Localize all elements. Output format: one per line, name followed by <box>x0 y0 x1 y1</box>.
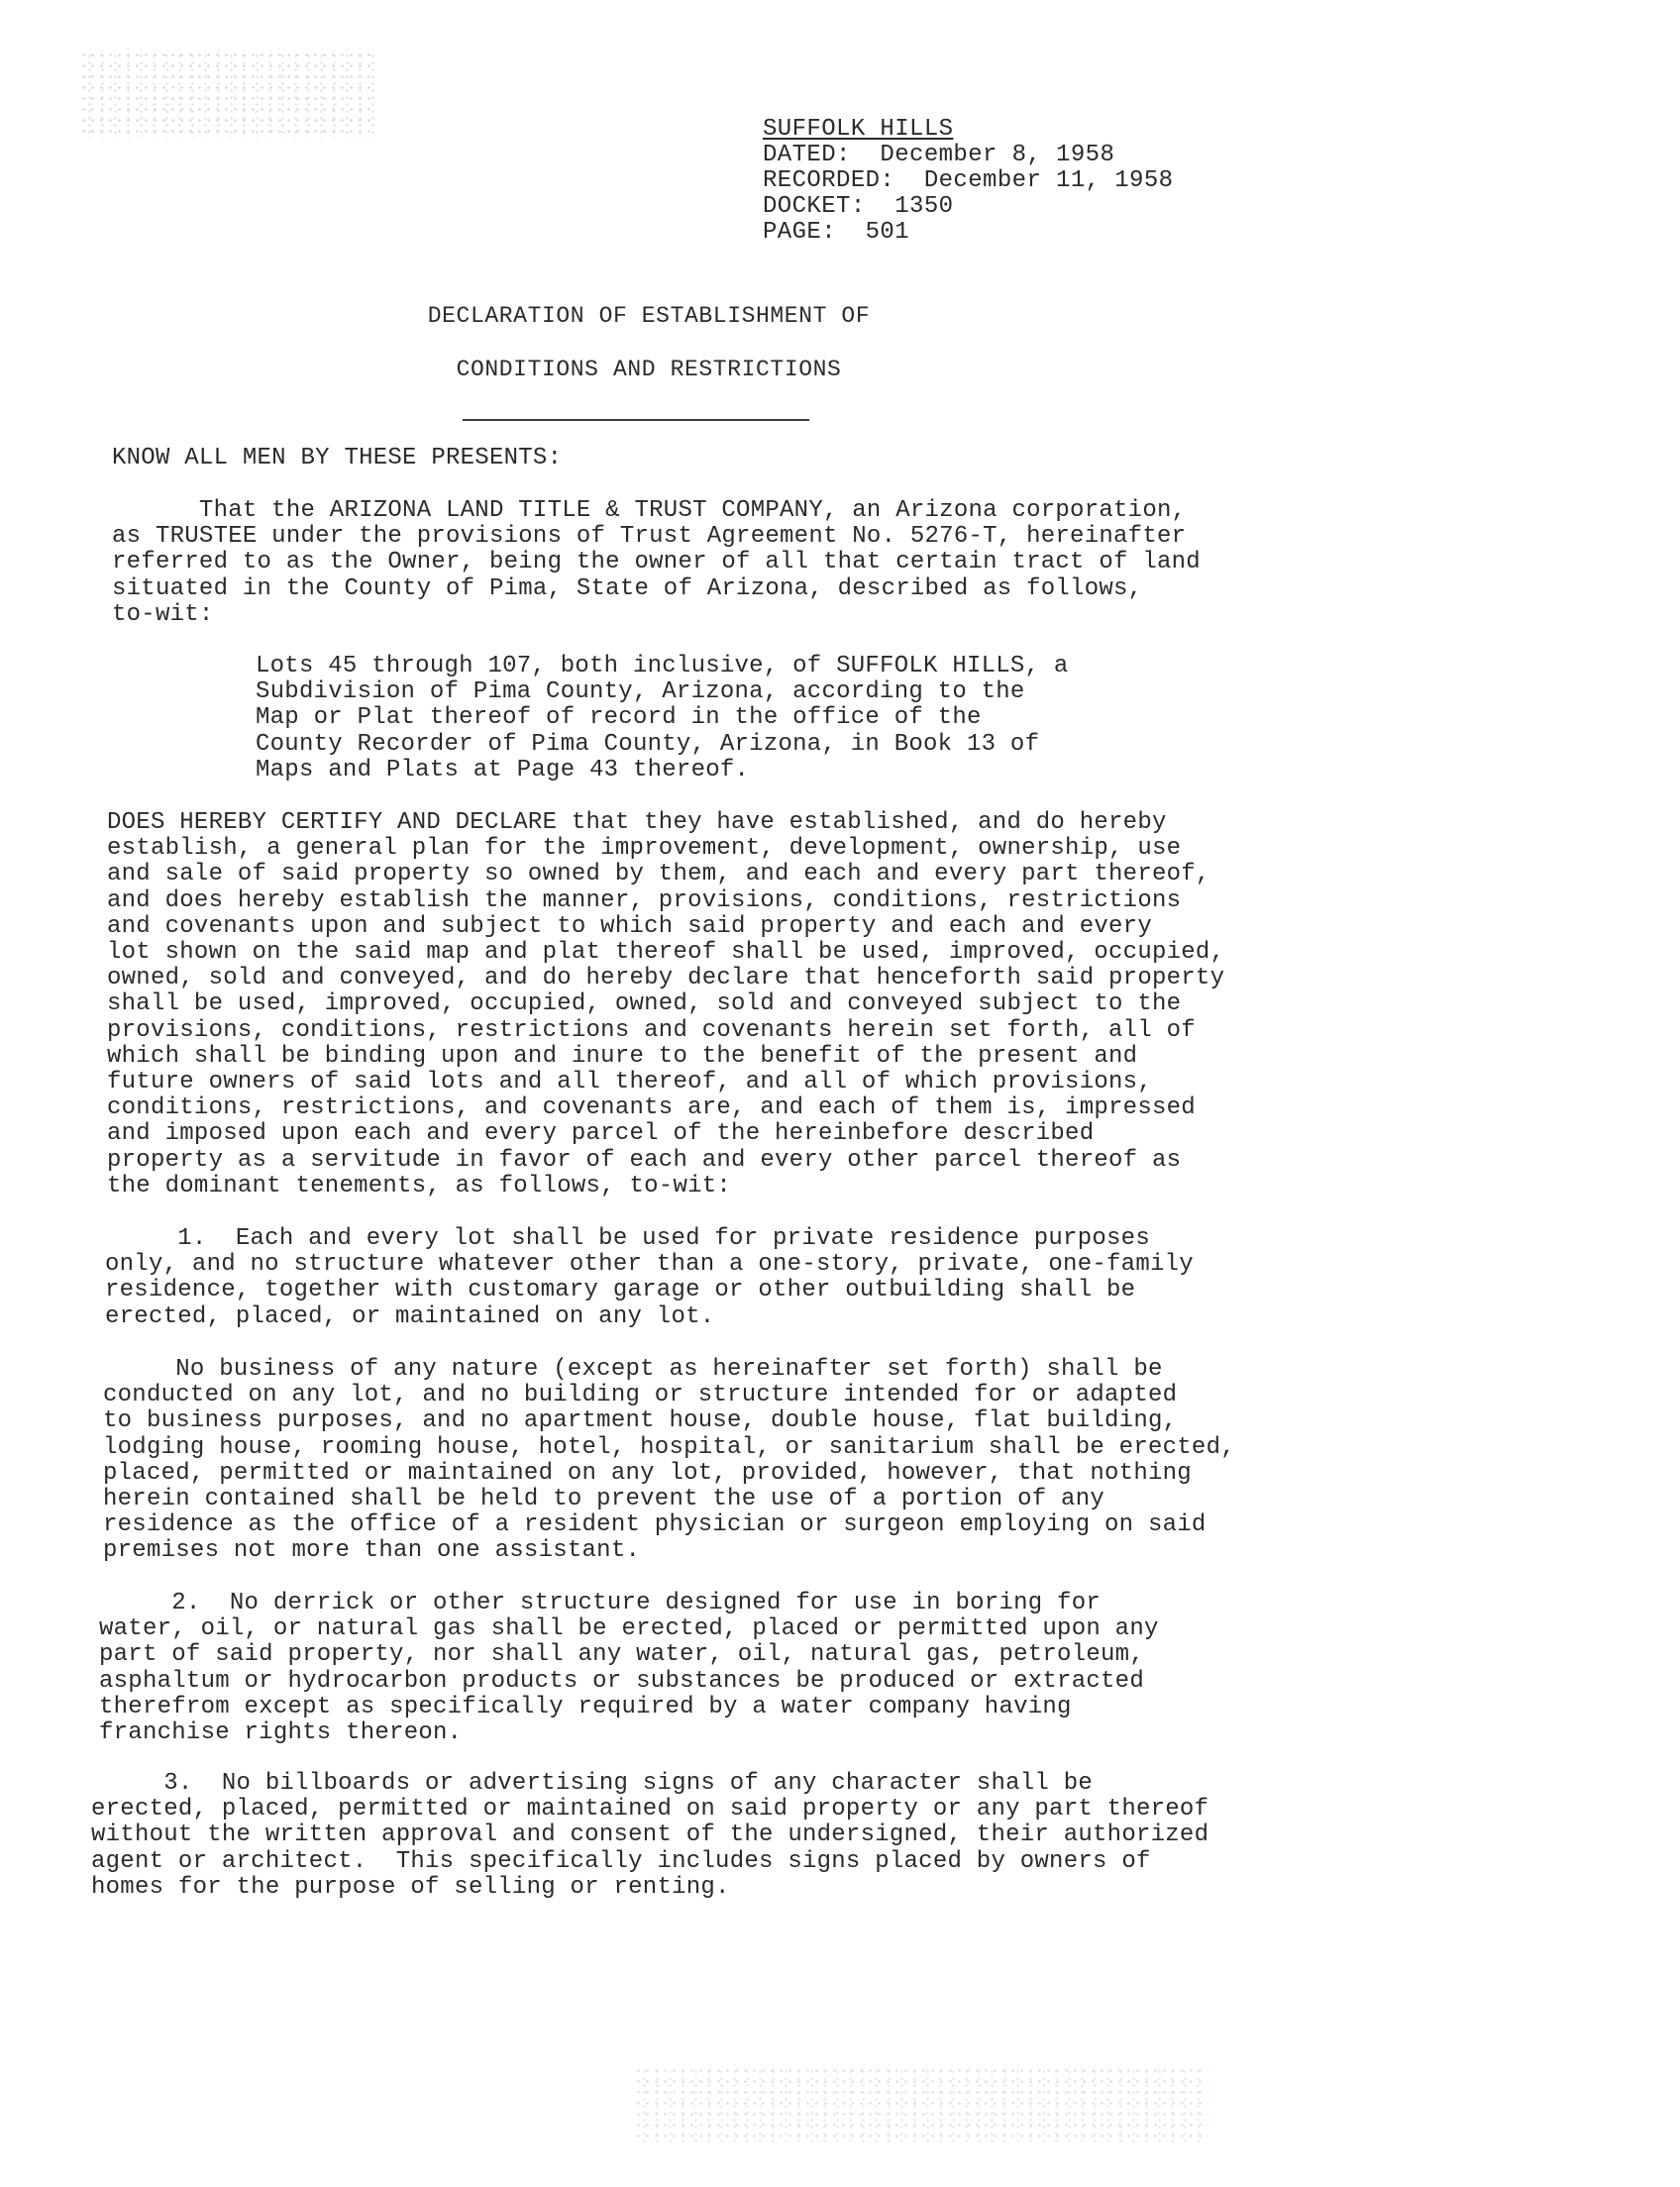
text-line: conditions, restrictions, and covenants are, and each of them is, impressed <box>107 1094 1196 1122</box>
text-line: No business of any nature (except as hereinafter set forth) shall be <box>103 1356 1163 1383</box>
salutation <box>112 446 562 471</box>
business-restriction-paragraph <box>103 1357 1235 1565</box>
scan-speck-top-left <box>79 50 376 139</box>
text-line: herein contained shall be held to prevent the use of a portion of any <box>103 1486 1105 1513</box>
text-line: provisions, conditions, restrictions and covenants herein set forth, all of <box>107 1016 1196 1044</box>
text-line: 2. No derrick or other structure designed for use in boring for <box>99 1590 1102 1616</box>
text-line: residence as the office of a resident physician or surgeon employing on said <box>103 1511 1207 1539</box>
text-line: and sale of said property so owned by them, and each and every part thereof, <box>107 861 1210 888</box>
text-line: and imposed upon each and every parcel of the hereinbefore described <box>107 1120 1095 1148</box>
text-line: erected, placed, or maintained on any lot. <box>105 1302 715 1330</box>
text-line: to-wit: <box>112 600 214 628</box>
text-line: DOES HEREBY CERTIFY AND DECLARE that they have established, and do hereby <box>107 809 1167 836</box>
text-line: franchise rights thereon. <box>99 1719 463 1747</box>
text-line: Subdivision of Pima County, Arizona, according to the <box>256 678 1025 706</box>
restriction-item-2 <box>99 1591 1159 1746</box>
text-line: premises not more than one assistant. <box>103 1537 641 1565</box>
header-recorded: RECORDED: December 11, 1958 <box>763 167 1174 194</box>
text-line: and does hereby establish the manner, provisions, conditions, restrictions <box>107 886 1182 914</box>
text-line: 1. Each and every lot shall be used for private residence purposes <box>105 1225 1150 1252</box>
text-line: Maps and Plats at Page 43 thereof. <box>256 756 750 783</box>
text-line: Lots 45 through 107, both inclusive, of SUFFOLK HILLS, a <box>256 653 1069 679</box>
text-line: shall be used, improved, occupied, owned, sold and conveyed subject to the <box>107 990 1182 1018</box>
text-line: establish, a general plan for the improvement, development, ownership, use <box>107 835 1182 863</box>
text-line: 3. No billboards or advertising signs of any character shall be <box>91 1770 1094 1797</box>
text-line: erected, placed, permitted or maintained on said property or any part thereof <box>91 1796 1209 1823</box>
header-page: PAGE: 501 <box>763 219 910 246</box>
title-divider <box>463 419 809 421</box>
text-line: lot shown on the said map and plat thereof shall be used, improved, occupied, <box>107 939 1225 967</box>
text-line: homes for the purpose of selling or renting. <box>91 1873 730 1901</box>
text-line: and covenants upon and subject to which said property and each and every <box>107 912 1152 940</box>
text-line: That the ARIZONA LAND TITLE & TRUST COMPANY, an Arizona corporation, <box>112 497 1187 524</box>
text-line: property as a servitude in favor of each and every other parcel thereof as <box>107 1146 1182 1174</box>
intro-paragraph <box>112 498 1201 628</box>
text-line: part of said property, nor shall any water, oil, natural gas, petroleum, <box>99 1641 1144 1669</box>
text-line: water, oil, or natural gas shall be erected, placed or permitted upon any <box>99 1615 1159 1643</box>
restriction-item-1 <box>105 1226 1194 1330</box>
recording-header <box>763 117 1173 246</box>
declaration-paragraph <box>107 810 1224 1199</box>
lot-description <box>256 654 1069 783</box>
text-line: referred to as the Owner, being the owner of all that certain tract of land <box>112 549 1201 576</box>
text-line: situated in the County of Pima, State of Arizona, described as follows, <box>112 574 1143 602</box>
scan-speck-bottom <box>634 2065 1208 2144</box>
text-line: future owners of said lots and all thereof, and all of which provisions, <box>107 1069 1152 1096</box>
text-line: which shall be binding upon and inure to the benefit of the present and <box>107 1042 1138 1070</box>
header-dated: DATED: December 8, 1958 <box>763 142 1115 168</box>
text-line: Map or Plat thereof of record in the office of the <box>256 704 982 732</box>
text-line: placed, permitted or maintained on any lot, provided, however, that nothing <box>103 1459 1192 1487</box>
text-line: agent or architect. This specifically includes signs placed by owners of <box>91 1847 1151 1875</box>
text-line: only, and no structure whatever other than a one-story, private, one-family <box>105 1251 1194 1279</box>
header-docket: DOCKET: 1350 <box>763 193 954 220</box>
text-line: to business purposes, and no apartment house, double house, flat building, <box>103 1407 1178 1435</box>
text-line: residence, together with customary garage or other outbuilding shall be <box>105 1277 1136 1304</box>
text-line: the dominant tenements, as follows, to-wit: <box>107 1172 732 1199</box>
document-title-line-2: CONDITIONS AND RESTRICTIONS <box>456 357 842 382</box>
text-line: lodging house, rooming house, hotel, hospital, or sanitarium shall be erected, <box>103 1433 1235 1461</box>
restriction-item-3 <box>91 1771 1208 1901</box>
text-line: conducted on any lot, and no building or structure intended for or adapted <box>103 1382 1178 1409</box>
document-title-line-1: DECLARATION OF ESTABLISHMENT OF <box>427 303 871 329</box>
text-line: as TRUSTEE under the provisions of Trust Agreement No. 5276-T, hereinafter <box>112 523 1187 551</box>
text-line: without the written approval and consent of the undersigned, their authorized <box>91 1822 1209 1849</box>
text-line: therefrom except as specifically required by a water company having <box>99 1693 1072 1720</box>
text-line: owned, sold and conveyed, and do hereby declare that henceforth said property <box>107 965 1225 992</box>
text-line: asphaltum or hydrocarbon products or substances be produced or extracted <box>99 1667 1144 1695</box>
text-line: County Recorder of Pima County, Arizona, in Book 13 of <box>256 730 1040 758</box>
salutation-text: KNOW ALL MEN BY THESE PRESENTS: <box>112 445 563 471</box>
header-subdivision-name: SUFFOLK HILLS <box>763 116 954 143</box>
